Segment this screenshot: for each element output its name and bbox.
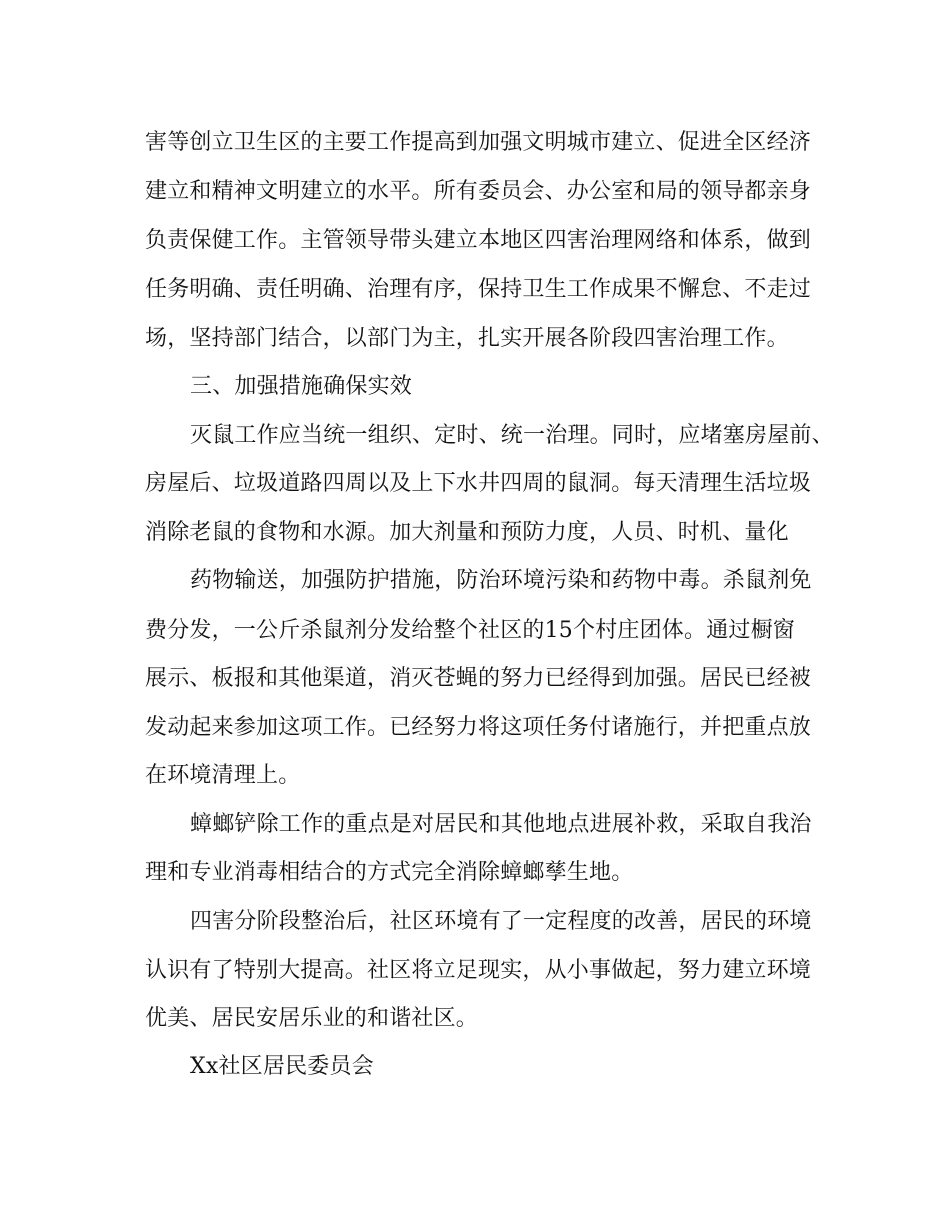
- paragraph-line: 费分发，一公斤杀鼠剂分发给整个社区的15个村庄团体。通过橱窗: [145, 618, 795, 643]
- paragraph-line: 理和专业消毒相结合的方式完全消除蟑螂孳生地。: [145, 860, 634, 885]
- paragraph-line: 负责保健工作。主管领导带头建立本地区四害治理网络和体系，做到: [145, 228, 812, 253]
- paragraph-line: 消除老鼠的食物和水源。加大剂量和预防力度，人员、时机、量化: [145, 520, 789, 545]
- paragraph-line: 房屋后、垃圾道路四周以及上下水井四周的鼠洞。每天清理生活垃圾: [145, 471, 812, 496]
- paragraph-line: 展示、板报和其他渠道，消灭苍蝇的努力已经得到加强。居民已经被: [145, 666, 812, 691]
- paragraph-line: 四害分阶段整治后，社区环境有了一定程度的改善，居民的环境: [190, 909, 812, 934]
- paragraph-line: 害等创立卫生区的主要工作提高到加强文明城市建立、促进全区经济: [145, 130, 812, 155]
- paragraph-line: 灭鼠工作应当统一组织、定时、统一治理。同时，应堵塞房屋前、: [190, 423, 834, 448]
- paragraph-line: 任务明确、责任明确、治理有序，保持卫生工作成果不懈怠、不走过: [145, 277, 812, 302]
- signature-line: Xx社区居民委员会: [190, 1054, 374, 1079]
- paragraph-line: 发动起来参加这项工作。已经努力将这项任务付诸施行，并把重点放: [145, 715, 812, 740]
- paragraph-line: 优美、居民安居乐业的和谐社区。: [145, 1006, 479, 1031]
- paragraph-line: 场，坚持部门结合，以部门为主，扎实开展各阶段四害治理工作。: [145, 326, 789, 351]
- section-heading: 三、加强措施确保实效: [190, 374, 413, 399]
- paragraph-line: 蟑螂铲除工作的重点是对居民和其他地点进展补救，采取自我治: [190, 812, 812, 837]
- paragraph-line: 认识有了特别大提高。社区将立足现实，从小事做起，努力建立环境: [145, 958, 812, 983]
- paragraph-line: 建立和精神文明建立的水平。所有委员会、办公室和局的领导都亲身: [145, 179, 812, 204]
- paragraph-line: 在环境清理上。: [145, 763, 301, 788]
- paragraph-line: 药物输送，加强防护措施，防治环境污染和药物中毒。杀鼠剂免: [190, 568, 812, 593]
